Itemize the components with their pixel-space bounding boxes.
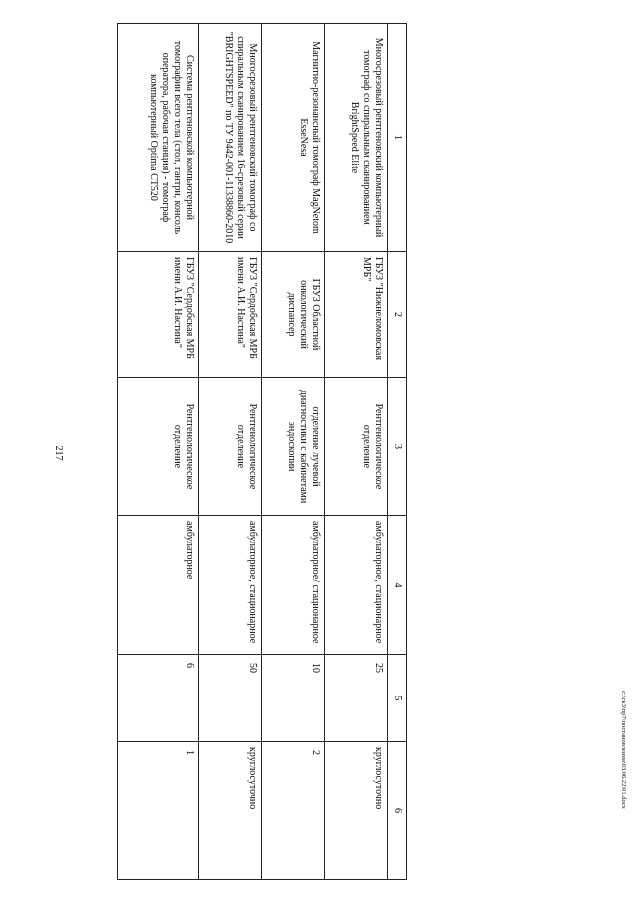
page-number: 217 [53, 445, 64, 461]
header-cell-1: 1 [387, 24, 406, 252]
schedule-cell: 2 [261, 742, 324, 880]
equipment-table [117, 23, 407, 880]
table-row [117, 24, 198, 880]
institution-cell: ГБУЗ "Сердобская МРБ имени А.И. Настина" [117, 252, 198, 378]
table-header-row [387, 24, 406, 880]
table-row [324, 24, 387, 880]
department-cell: отделение лучевой диагностики с кабинетами эндоскопии [261, 378, 324, 516]
care-type-cell: амбулаторное/ стационарное [261, 516, 324, 655]
table-row [198, 24, 261, 880]
department-cell: Рентгенологическое отделение [117, 378, 198, 516]
schedule-cell: 1 [117, 742, 198, 880]
equipment-name-cell: Магнитно-резонансный томограф MagNetom EsseNesa [261, 24, 324, 252]
institution-cell: ГБУЗ Областной онкологический диспансер [261, 252, 324, 378]
equipment-name-cell: Многосрезовый рентгеновский компьютерный томограф со спиральным сканированием BrightSpeed Elite [324, 24, 387, 252]
institution-cell: ГБУЗ "Сердобская МРБ имени А.И. Настина" [198, 252, 261, 378]
quantity-cell: 25 [324, 655, 387, 742]
header-cell-5: 5 [387, 655, 406, 742]
equipment-name-cell: Многосрезовый рентгеновский томограф со спиральным сканированием 16-срезовый серии "BRIGHTSPEED" по ТУ 9442-001-11338860-2010 [198, 24, 261, 252]
document-path-footer: c:\ск3\пр7\постановления\03.06.22\01.docx [620, 691, 627, 809]
care-type-cell: амбулаторное, стационарное [324, 516, 387, 655]
schedule-cell: круглосуточно [324, 742, 387, 880]
care-type-cell: амбулаторное [117, 516, 198, 655]
header-cell-4: 4 [387, 516, 406, 655]
department-cell: Рентгенологическое отделение [198, 378, 261, 516]
table-row [261, 24, 324, 880]
schedule-cell: круглосуточно [198, 742, 261, 880]
institution-cell: ГБУЗ "Нижнеломовская МРБ" [324, 252, 387, 378]
quantity-cell: 50 [198, 655, 261, 742]
equipment-table-container [117, 23, 407, 879]
header-cell-3: 3 [387, 378, 406, 516]
header-cell-6: 6 [387, 742, 406, 880]
care-type-cell: амбулаторное, стационарное [198, 516, 261, 655]
header-cell-2: 2 [387, 252, 406, 378]
department-cell: Рентгенологическое отделение [324, 378, 387, 516]
equipment-name-cell: Система рентгеновской компьютерной томографии всего тела (стол, гантри, консоль оператора, рабочая станция) - томограф компьютерный Optima CT520 [117, 24, 198, 252]
quantity-cell: 6 [117, 655, 198, 742]
quantity-cell: 10 [261, 655, 324, 742]
